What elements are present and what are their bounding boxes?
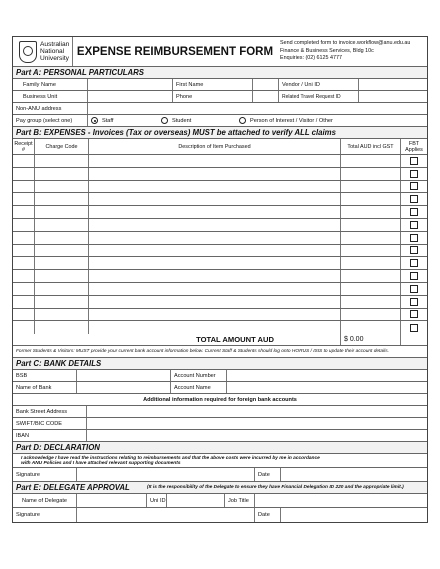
- bsb-input[interactable]: [77, 370, 171, 381]
- fbt-cell: [401, 219, 427, 231]
- declaration-signature-row: [13, 468, 427, 482]
- fbt-checkbox[interactable]: [410, 298, 418, 306]
- receipt-cell[interactable]: [13, 155, 35, 167]
- receipt-cell[interactable]: [13, 283, 35, 295]
- travel-request-input[interactable]: [359, 91, 427, 102]
- declaration-date-input[interactable]: [281, 468, 427, 481]
- part-e-title: Part E: DELEGATE APPROVAL: [16, 483, 130, 493]
- bank-update-note: Former Students & Visitors: MUST provide your current bank account information below. Current Staff & Students should log onto HORUS / ISIS to update their account details.: [13, 346, 427, 358]
- iban-label: IBAN: [13, 430, 87, 441]
- delegate-name-label: Name of Delegate: [13, 494, 77, 507]
- charge-code-cell[interactable]: [35, 257, 89, 269]
- form-header: [13, 37, 427, 67]
- total-row: [13, 334, 427, 346]
- total-cell[interactable]: [341, 283, 401, 295]
- charge-code-cell[interactable]: [35, 206, 89, 218]
- non-anu-address-label: Non-ANU address: [13, 103, 88, 114]
- total-cell[interactable]: [341, 232, 401, 244]
- declaration-signature-input[interactable]: [77, 468, 255, 481]
- radio-icon[interactable]: [239, 117, 246, 124]
- receipt-cell[interactable]: [13, 309, 35, 321]
- pay-group-row: [13, 115, 427, 127]
- crest-icon: [19, 41, 37, 63]
- receipt-cell[interactable]: [13, 245, 35, 257]
- receipt-cell[interactable]: [13, 270, 35, 282]
- fbt-checkbox[interactable]: [410, 324, 418, 332]
- fbt-checkbox[interactable]: [410, 221, 418, 229]
- total-cell[interactable]: [341, 193, 401, 205]
- total-label: TOTAL AMOUNT AUD: [13, 334, 341, 345]
- total-value: $ 0.00: [341, 334, 401, 345]
- fbt-checkbox[interactable]: [410, 310, 418, 318]
- swift-label: SWIFT/BIC CODE: [13, 418, 87, 429]
- expense-row: [13, 283, 427, 296]
- expense-row: [13, 181, 427, 194]
- phone-input[interactable]: [253, 91, 279, 102]
- total-fbt-cell: [401, 334, 427, 345]
- delegate-row: [13, 494, 427, 508]
- description-cell[interactable]: [89, 245, 341, 257]
- family-name-label: Family Name: [13, 79, 88, 90]
- fbt-cell: [401, 321, 427, 334]
- vendor-id-label: Vendor / Uni ID: [279, 79, 359, 90]
- fbt-cell: [401, 270, 427, 282]
- receipt-cell[interactable]: [13, 257, 35, 269]
- description-cell[interactable]: [89, 181, 341, 193]
- account-name-label: Account Name: [171, 382, 227, 393]
- expense-row: [13, 245, 427, 258]
- expenses-header-row: [13, 139, 427, 155]
- first-name-label: First Name: [173, 79, 253, 90]
- description-cell[interactable]: [89, 257, 341, 269]
- charge-code-cell[interactable]: [35, 219, 89, 231]
- delegate-date-input[interactable]: [281, 508, 427, 522]
- form-title: EXPENSE REIMBURSEMENT FORM: [76, 45, 274, 58]
- fbt-cell: [401, 206, 427, 218]
- total-cell[interactable]: [341, 168, 401, 180]
- delegate-signature-input[interactable]: [77, 508, 255, 522]
- description-cell[interactable]: [89, 283, 341, 295]
- part-b-title: Part B: EXPENSES - Invoices (Tax or overseas) MUST be attached to verify ALL claims: [13, 127, 427, 139]
- part-a-row-2: [13, 91, 427, 103]
- receipt-cell[interactable]: [13, 321, 35, 334]
- pay-group-label: Pay group (select one): [13, 115, 88, 126]
- business-unit-input[interactable]: [88, 91, 173, 102]
- description-cell[interactable]: [89, 321, 341, 334]
- fbt-checkbox[interactable]: [410, 234, 418, 242]
- part-e-note: (It is the responsibility of the Delegate to ensure they have Financial Delegation ID 220 and the appropriate limit.): [147, 485, 404, 491]
- bank-name-input[interactable]: [77, 382, 171, 393]
- phone-label: Phone: [173, 91, 253, 102]
- expense-row: [13, 270, 427, 283]
- contact-info: [277, 37, 427, 66]
- charge-code-column-header: Charge Code: [35, 139, 89, 154]
- charge-code-cell[interactable]: [35, 245, 89, 257]
- charge-code-cell[interactable]: [35, 232, 89, 244]
- account-name-input[interactable]: [227, 382, 427, 393]
- delegate-date-label: Date: [255, 508, 281, 522]
- expense-row: [13, 155, 427, 168]
- charge-code-cell[interactable]: [35, 321, 89, 334]
- expenses-table-body: [13, 155, 427, 334]
- total-cell[interactable]: [341, 245, 401, 257]
- expense-row: [13, 321, 427, 334]
- contact-phone: Enquiries: (02) 6125 4777: [280, 55, 343, 62]
- charge-code-cell[interactable]: [35, 296, 89, 308]
- receipt-cell[interactable]: [13, 296, 35, 308]
- street-address-label: Bank Street Address: [13, 406, 87, 417]
- account-number-label: Account Number: [171, 370, 227, 381]
- declaration-signature-label: Signature: [13, 468, 77, 481]
- pay-option-staff-label: Staff: [102, 117, 114, 124]
- fbt-cell: [401, 232, 427, 244]
- total-cell[interactable]: [341, 219, 401, 231]
- total-cell[interactable]: [341, 309, 401, 321]
- receipt-cell[interactable]: [13, 181, 35, 193]
- bank-name-row: [13, 382, 427, 394]
- declaration-text: [13, 454, 427, 468]
- expense-row: [13, 232, 427, 245]
- university-name-1: Australian: [40, 41, 70, 48]
- radio-selected-icon[interactable]: [91, 117, 98, 124]
- part-c-title: Part C: BANK DETAILS: [13, 358, 427, 370]
- non-anu-address-input[interactable]: [88, 103, 427, 114]
- charge-code-cell[interactable]: [35, 193, 89, 205]
- account-number-input[interactable]: [227, 370, 427, 381]
- first-name-input[interactable]: [253, 79, 279, 90]
- part-a-title: Part A: PERSONAL PARTICULARS: [13, 67, 427, 79]
- swift-row: [13, 418, 427, 430]
- expense-row: [13, 309, 427, 322]
- expense-row: [13, 193, 427, 206]
- total-cell[interactable]: [341, 181, 401, 193]
- description-cell[interactable]: [89, 270, 341, 282]
- charge-code-cell[interactable]: [35, 181, 89, 193]
- total-column-header: Total AUD incl GST: [341, 139, 401, 154]
- receipt-cell[interactable]: [13, 206, 35, 218]
- bank-name-label: Name of Bank: [13, 382, 77, 393]
- uni-id-input[interactable]: [167, 494, 225, 507]
- total-cell[interactable]: [341, 206, 401, 218]
- receipt-cell[interactable]: [13, 219, 35, 231]
- uni-id-label: Uni ID: [147, 494, 167, 507]
- university-name-3: University: [40, 55, 69, 62]
- fbt-cell: [401, 296, 427, 308]
- foreign-accounts-heading: Additional information required for foreign bank accounts: [143, 396, 297, 403]
- fbt-checkbox[interactable]: [410, 195, 418, 203]
- charge-code-cell[interactable]: [35, 168, 89, 180]
- fbt-checkbox[interactable]: [410, 272, 418, 280]
- pay-option-other-label: Person of Interest / Visitor / Other: [250, 117, 333, 124]
- street-address-row: [13, 406, 427, 418]
- fbt-checkbox[interactable]: [410, 208, 418, 216]
- fbt-cell: [401, 283, 427, 295]
- part-e-title-row: [13, 482, 427, 494]
- expense-row: [13, 219, 427, 232]
- swift-input[interactable]: [87, 418, 427, 429]
- fbt-checkbox[interactable]: [410, 246, 418, 254]
- expense-row: [13, 296, 427, 309]
- street-address-input[interactable]: [87, 406, 427, 417]
- bsb-row: [13, 370, 427, 382]
- description-cell[interactable]: [89, 206, 341, 218]
- charge-code-cell[interactable]: [35, 270, 89, 282]
- job-title-input[interactable]: [255, 494, 427, 507]
- job-title-label: Job Title: [225, 494, 255, 507]
- pay-option-other[interactable]: [236, 115, 427, 126]
- receipt-cell[interactable]: [13, 168, 35, 180]
- delegate-signature-label: Signature: [13, 508, 77, 522]
- description-cell[interactable]: [89, 155, 341, 167]
- charge-code-cell[interactable]: [35, 309, 89, 321]
- total-cell[interactable]: [341, 257, 401, 269]
- declaration-line-1: I acknowledge I have read the instructions relating to reimbursements and that the above costs were incurred by me in accordance: [21, 455, 320, 461]
- description-cell[interactable]: [89, 232, 341, 244]
- receipt-column-header: Receipt #: [13, 139, 35, 154]
- receipt-cell[interactable]: [13, 232, 35, 244]
- fbt-checkbox[interactable]: [410, 170, 418, 178]
- total-cell[interactable]: [341, 296, 401, 308]
- total-cell[interactable]: [341, 321, 401, 334]
- delegate-name-input[interactable]: [77, 494, 147, 507]
- description-cell[interactable]: [89, 219, 341, 231]
- fbt-cell: [401, 257, 427, 269]
- description-column-header: Description of Item Purchased: [89, 139, 341, 154]
- foreign-heading-row: [13, 394, 427, 406]
- part-d-title: Part D: DECLARATION: [13, 442, 427, 454]
- delegate-signature-row: [13, 508, 427, 522]
- description-cell[interactable]: [89, 309, 341, 321]
- fbt-checkbox[interactable]: [410, 182, 418, 190]
- fbt-cell: [401, 155, 427, 167]
- description-cell[interactable]: [89, 193, 341, 205]
- expense-row: [13, 168, 427, 181]
- iban-input[interactable]: [87, 430, 427, 441]
- pay-option-staff[interactable]: [88, 115, 158, 126]
- part-a-row-3: [13, 103, 427, 115]
- business-unit-label: Business Unit: [13, 91, 88, 102]
- description-cell[interactable]: [89, 168, 341, 180]
- fbt-cell: [401, 245, 427, 257]
- description-cell[interactable]: [89, 296, 341, 308]
- receipt-cell[interactable]: [13, 193, 35, 205]
- part-a-row-1: [13, 79, 427, 91]
- fbt-cell: [401, 193, 427, 205]
- contact-address: Finance & Business Services, Bldg 10c: [280, 47, 374, 54]
- charge-code-cell[interactable]: [35, 155, 89, 167]
- pay-option-student-label: Student: [172, 117, 192, 124]
- expense-row: [13, 257, 427, 270]
- university-name-2: National: [40, 48, 65, 55]
- family-name-input[interactable]: [88, 79, 173, 90]
- declaration-date-label: Date: [255, 468, 281, 481]
- fbt-cell: [401, 168, 427, 180]
- fbt-column-header: FBT Applies: [405, 140, 423, 153]
- bsb-label: BSB: [13, 370, 77, 381]
- pay-option-student[interactable]: [158, 115, 236, 126]
- fbt-checkbox[interactable]: [410, 259, 418, 267]
- iban-row: [13, 430, 427, 442]
- total-cell[interactable]: [341, 270, 401, 282]
- fbt-cell: [401, 309, 427, 321]
- declaration-line-2: with ANU Policies and I have attached relevant supporting documents: [21, 460, 181, 466]
- vendor-id-input[interactable]: [359, 79, 427, 90]
- total-cell[interactable]: [341, 155, 401, 167]
- travel-request-label: Related Travel Request ID: [279, 91, 359, 102]
- university-logo: [13, 37, 73, 66]
- expense-row: [13, 206, 427, 219]
- expense-form: [12, 36, 428, 523]
- fbt-checkbox[interactable]: [410, 157, 418, 165]
- fbt-cell: [401, 181, 427, 193]
- contact-email[interactable]: Send completed form to invoice.workflow@anu.edu.au: [280, 40, 411, 47]
- fbt-checkbox[interactable]: [410, 285, 418, 293]
- radio-icon[interactable]: [161, 117, 168, 124]
- charge-code-cell[interactable]: [35, 283, 89, 295]
